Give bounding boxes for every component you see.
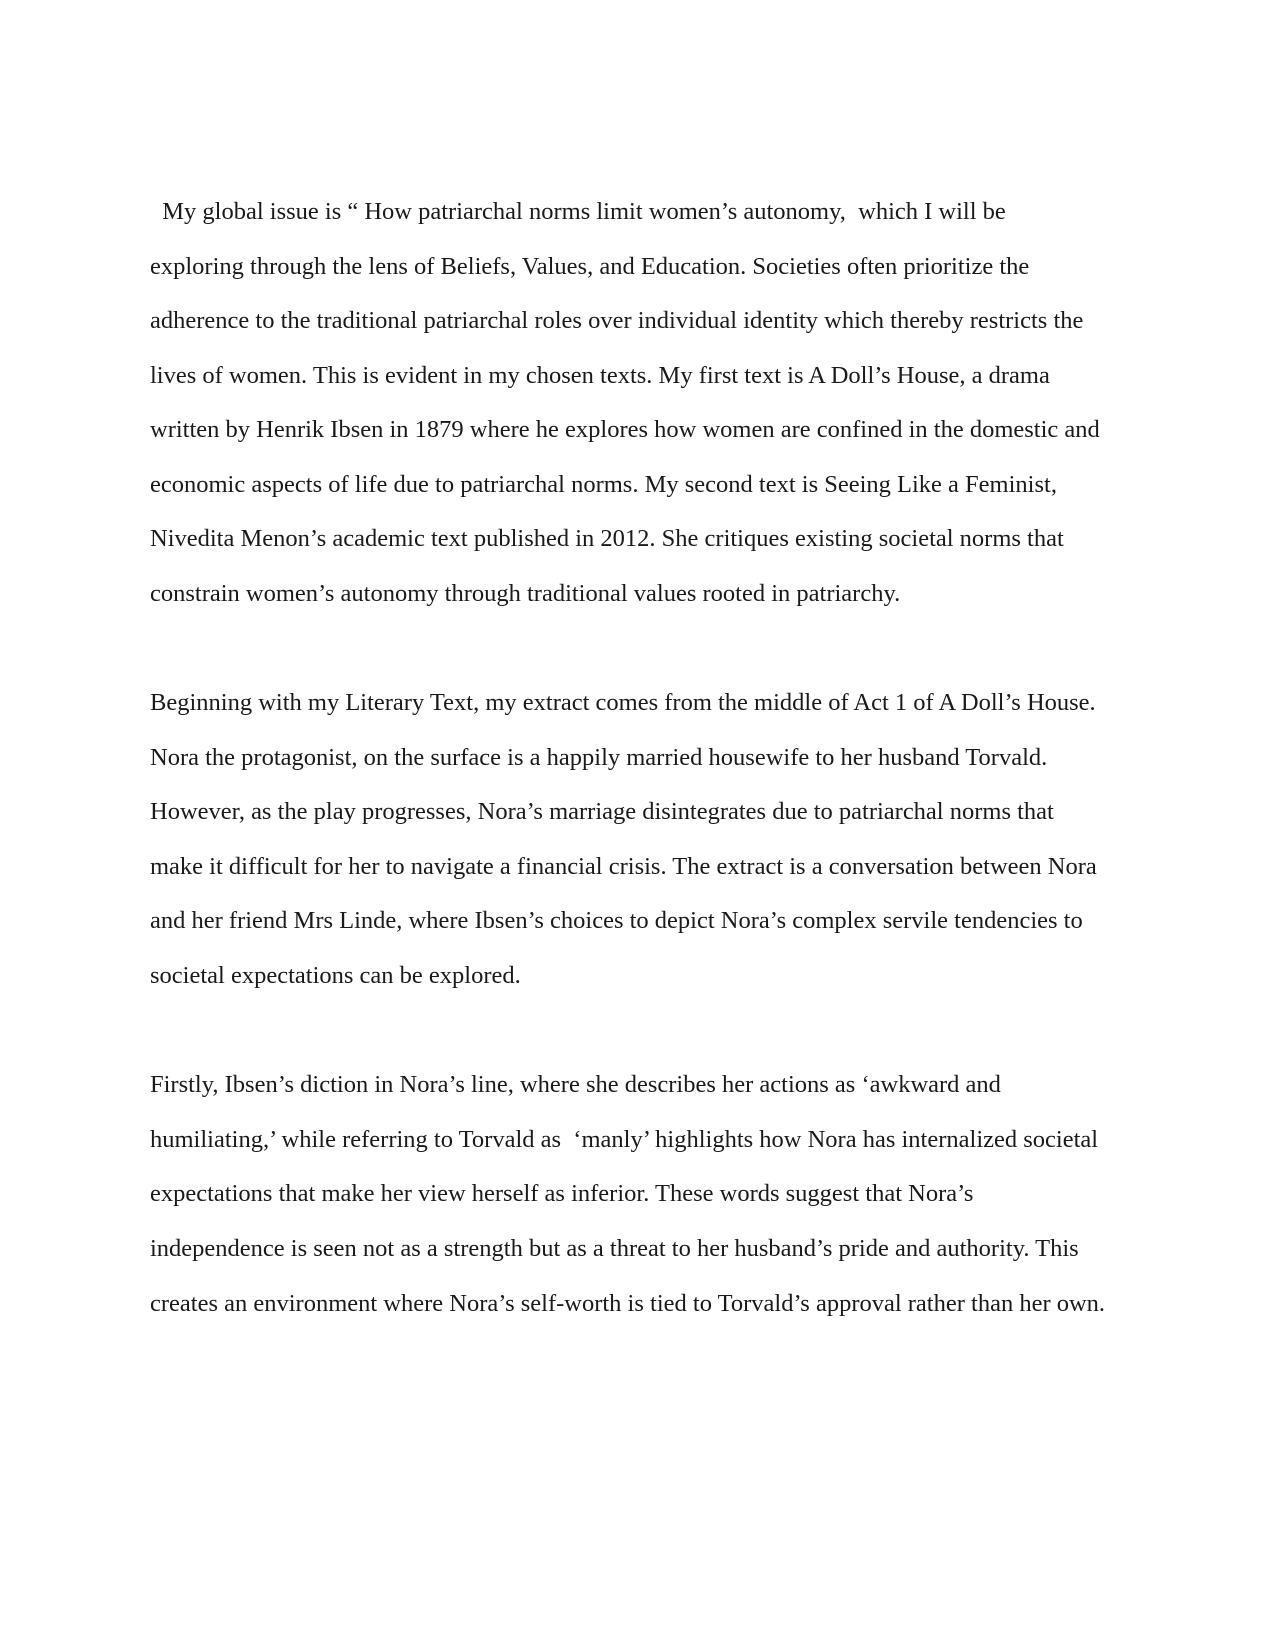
paragraph-line: Nora the protagonist, on the surface is a happily married housewife to her husband Torvald. — [150, 744, 1048, 771]
paragraph-line: economic aspects of life due to patriarchal norms. My second text is Seeing Like a Feminist, — [150, 471, 1057, 498]
paragraph-line: However, as the play progresses, Nora’s marriage disintegrates due to patriarchal norms that — [150, 798, 1054, 825]
paragraph-line: Nivedita Menon’s academic text published in 2012. She critiques existing societal norms that — [150, 525, 1064, 552]
paragraph-line: creates an environment where Nora’s self-worth is tied to Torvald’s approval rather than her own. — [150, 1290, 1106, 1317]
paragraph-line: My global issue is “ How patriarchal norms limit women’s autonomy, which I will be — [150, 198, 1006, 225]
paragraph-line: lives of women. This is evident in my chosen texts. My first text is A Doll’s House, a drama — [150, 362, 1050, 389]
paragraph-line: expectations that make her view herself as inferior. These words suggest that Nora’s — [150, 1180, 974, 1207]
paragraph-line: humiliating,’ while referring to Torvald as ‘manly’ highlights how Nora has internalized societal — [150, 1126, 1099, 1153]
paragraph-line: Beginning with my Literary Text, my extract comes from the middle of Act 1 of A Doll’s House. — [150, 689, 1096, 716]
paragraph-line: written by Henrik Ibsen in 1879 where he explores how women are confined in the domestic and — [150, 416, 1100, 443]
paragraph-line: make it difficult for her to navigate a financial crisis. The extract is a conversation between Nora — [150, 853, 1097, 880]
paragraph-line: exploring through the lens of Beliefs, Values, and Education. Societies often prioritize the — [150, 253, 1030, 280]
paragraph-line: constrain women’s autonomy through traditional values rooted in patriarchy. — [150, 580, 901, 607]
paragraph-line: independence is seen not as a strength but as a threat to her husband’s pride and authority. This — [150, 1235, 1079, 1262]
paragraph-line: societal expectations can be explored. — [150, 962, 521, 989]
paragraph-line: adherence to the traditional patriarchal roles over individual identity which thereby restricts the — [150, 307, 1084, 334]
paragraph-line: Firstly, Ibsen’s diction in Nora’s line, where she describes her actions as ‘awkward and — [150, 1071, 1001, 1098]
paragraph-line: and her friend Mrs Linde, where Ibsen’s choices to depict Nora’s complex servile tendencies to — [150, 907, 1083, 934]
